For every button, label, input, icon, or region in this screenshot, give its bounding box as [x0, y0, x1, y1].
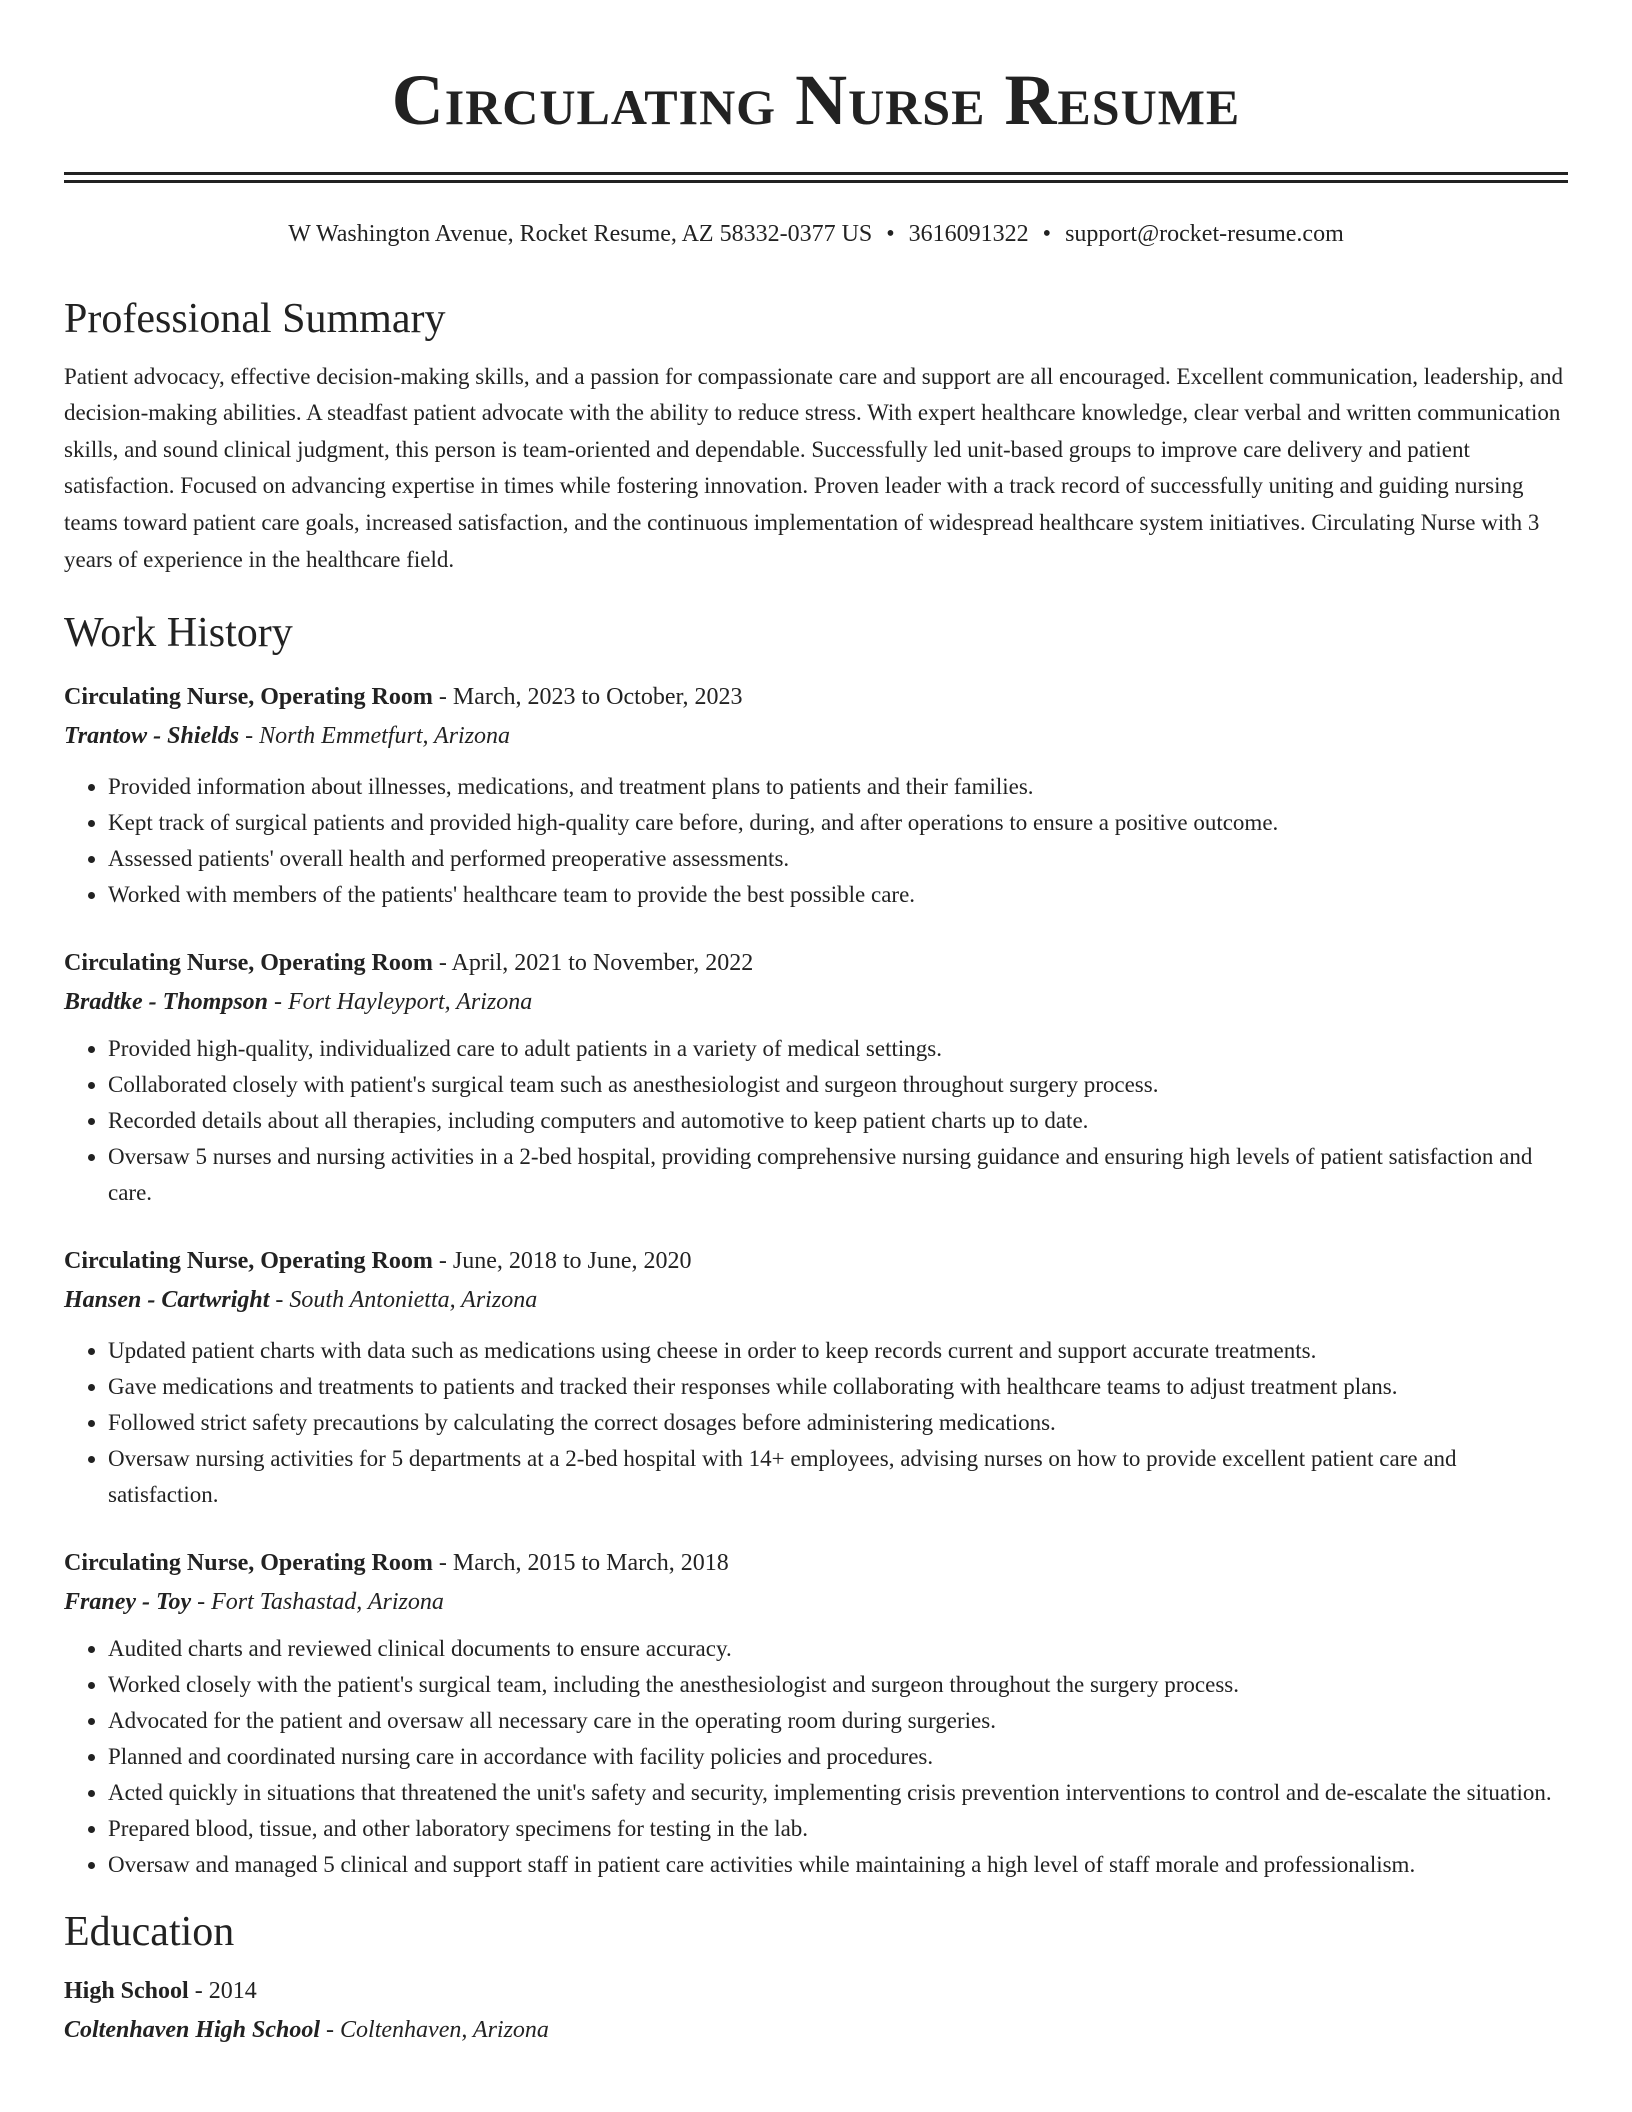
degree: High School — [64, 1977, 189, 2004]
company-line — [64, 983, 1568, 1021]
job-bullet: • Planned and coordinated nursing care in accordance with facility policies and procedures. — [108, 1739, 1568, 1775]
job-bullet: • Worked closely with the patient's surgical team, including the anesthesiologist and surgeon throughout the surgery process. — [108, 1667, 1568, 1703]
job-bullet: • Provided information about illnesses, medications, and treatment plans to patients and their families. — [108, 769, 1568, 805]
company-name: Franey - Toy — [64, 1588, 192, 1615]
company-location: - Fort Tashastad, Arizona — [191, 1588, 444, 1615]
work-history-heading: Work History — [64, 610, 293, 657]
company-line — [64, 1583, 1568, 1621]
job-title-line — [64, 943, 1568, 983]
job-bullet: • Advocated for the patient and oversaw all necessary care in the operating room during surgeries. — [108, 1703, 1568, 1739]
job-bullet: • Oversaw and managed 5 clinical and support staff in patient care activities while maintaining a high level of staff morale and professionalism. — [108, 1847, 1568, 1883]
contact-address: W Washington Avenue, Rocket Resume, AZ 58332-0377 US — [288, 221, 873, 247]
education-entry — [64, 1971, 1568, 2049]
job-bullets — [64, 769, 1568, 913]
job-entry — [64, 1241, 1568, 1513]
contact-email[interactable]: support@rocket-resume.com — [1065, 221, 1344, 247]
job-bullet: • Audited charts and reviewed clinical documents to ensure accuracy. — [108, 1631, 1568, 1667]
contact-phone[interactable]: 3616091322 — [908, 221, 1029, 247]
job-dates: - March, 2023 to October, 2023 — [432, 683, 743, 710]
job-bullet: • Prepared blood, tissue, and other laboratory specimens for testing in the lab. — [108, 1811, 1568, 1847]
job-title: Circulating Nurse, Operating Room — [64, 1549, 433, 1576]
job-bullets — [64, 1631, 1568, 1883]
job-bullets — [64, 1031, 1568, 1211]
job-entry — [64, 943, 1568, 1211]
education-heading: Education — [64, 1908, 235, 1955]
company-location: - Fort Hayleyport, Arizona — [268, 988, 533, 1015]
page-title: Circulating Nurse Resume — [391, 60, 1241, 140]
job-bullet: • Oversaw nursing activities for 5 departments at a 2-bed hospital with 14+ employees, advising nurses on how to provide excellent patient care and satisfaction. — [108, 1441, 1568, 1513]
job-bullet: • Worked with members of the patients' healthcare team to provide the best possible care. — [108, 877, 1568, 913]
job-bullet: • Acted quickly in situations that threatened the unit's safety and security, implementing crisis prevention interventions to control and de-escalate the situation. — [108, 1775, 1568, 1811]
company-name: Bradtke - Thompson — [64, 988, 269, 1015]
summary-text: Patient advocacy, effective decision-making skills, and a passion for compassionate care and support are all encouraged. Excellent communication, leadership, and decision-making abilities. A steadfast patient advocate with the ability to reduce stress. With expert healthcare knowledge, clear verbal and written communication skills, and sound clinical judgment, this person is team-oriented and dependable. Successfully led unit-based groups to improve care delivery and patient satisfaction. Focused on advancing expertise in times while fostering innovation. Proven leader with a track record of successfully uniting and guiding nursing teams toward patient care goals, increased satisfaction, and the continuous implementation of widespread healthcare system initiatives. Circulating Nurse with 3 years of experience in the healthcare field. — [64, 363, 1563, 572]
contact-line — [64, 219, 1568, 250]
job-title: Circulating Nurse, Operating Room — [64, 949, 433, 976]
job-bullet: • Followed strict safety precautions by calculating the correct dosages before administering medications. — [108, 1405, 1568, 1441]
company-line — [64, 1281, 1568, 1319]
graduation-year: - 2014 — [188, 1977, 257, 2004]
job-dates: - June, 2018 to June, 2020 — [432, 1247, 692, 1274]
school-line — [64, 2011, 1568, 2049]
job-bullet: • Collaborated closely with patient's surgical team such as anesthesiologist and surgeon throughout surgery process. — [108, 1067, 1568, 1103]
school-name: Coltenhaven High School — [64, 2016, 321, 2043]
job-bullet: • Updated patient charts with data such as medications using cheese in order to keep records current and support accurate treatments. — [108, 1333, 1568, 1369]
job-bullet: • Gave medications and treatments to patients and tracked their responses while collaborating with healthcare teams to adjust treatment plans. — [108, 1369, 1568, 1405]
contact-separator: • — [886, 221, 895, 247]
company-location: - North Emmetfurt, Arizona — [239, 722, 511, 749]
job-dates: - March, 2015 to March, 2018 — [432, 1549, 729, 1576]
company-name: Trantow - Shields — [64, 722, 240, 749]
job-title: Circulating Nurse, Operating Room — [64, 683, 433, 710]
summary-heading: Professional Summary — [64, 296, 446, 343]
job-title-line — [64, 1241, 1568, 1281]
job-entry — [64, 677, 1568, 913]
job-bullet: • Recorded details about all therapies, including computers and automotive to keep patient charts up to date. — [108, 1103, 1568, 1139]
job-title-line — [64, 1543, 1568, 1583]
job-bullet: • Provided high-quality, individualized care to adult patients in a variety of medical settings. — [108, 1031, 1568, 1067]
company-name: Hansen - Cartwright — [64, 1286, 270, 1313]
job-bullets — [64, 1333, 1568, 1513]
degree-line — [64, 1971, 1568, 2011]
job-bullet: • Kept track of surgical patients and provided high-quality care before, during, and after operations to ensure a positive outcome. — [108, 805, 1568, 841]
school-location: - Coltenhaven, Arizona — [320, 2016, 549, 2043]
job-dates: - April, 2021 to November, 2022 — [432, 949, 754, 976]
job-bullet: • Oversaw 5 nurses and nursing activities in a 2-bed hospital, providing comprehensive nursing guidance and ensuring high levels of patient satisfaction and care. — [108, 1139, 1568, 1211]
company-line — [64, 717, 1568, 755]
job-entry — [64, 1543, 1568, 1883]
company-location: - South Antonietta, Arizona — [269, 1286, 538, 1313]
job-bullet: • Assessed patients' overall health and performed preoperative assessments. — [108, 841, 1568, 877]
contact-separator: • — [1042, 221, 1052, 247]
job-title-line — [64, 677, 1568, 717]
title-double-rule — [64, 172, 1568, 183]
job-title: Circulating Nurse, Operating Room — [64, 1247, 433, 1274]
